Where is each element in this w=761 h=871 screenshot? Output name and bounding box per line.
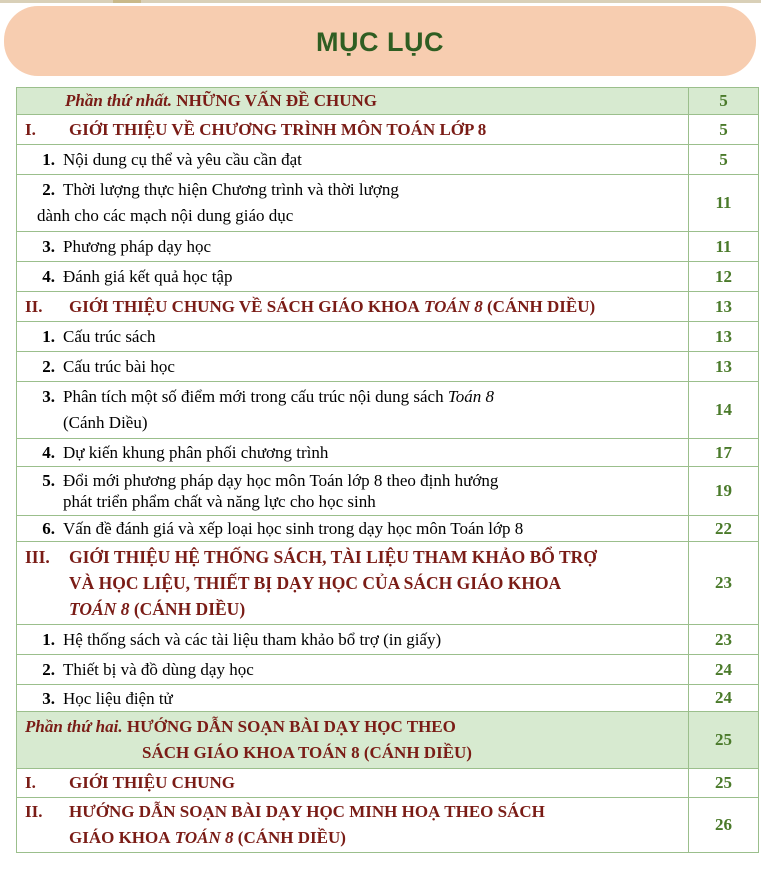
toc-row-section-2[interactable] (17, 292, 759, 322)
item-number: 1. (42, 149, 55, 169)
toc-row-item[interactable] (17, 625, 759, 655)
toc-row-section-1[interactable] (17, 115, 759, 145)
toc-row-item[interactable] (17, 467, 759, 516)
section-title: GIỚI THIỆU CHUNG VỀ SÁCH GIÁO KHOA (69, 296, 420, 316)
section-title-book: TOÁN 8 (69, 599, 130, 619)
item-number: 2. (42, 659, 55, 679)
item-number: 3. (42, 387, 55, 406)
page-number: 17 (689, 439, 759, 467)
page-number: 25 (689, 712, 759, 769)
section-number: I. (25, 773, 36, 792)
page-number: 23 (689, 542, 759, 625)
section-title-edition: (CÁNH DIỀU) (237, 828, 346, 847)
part-lead: Phần thứ nhất. (65, 91, 173, 110)
toc-row-part-2[interactable] (17, 712, 759, 769)
page-number: 24 (689, 655, 759, 685)
section-title-book: TOÁN 8 (424, 296, 483, 316)
toc-row-item[interactable] (17, 262, 759, 292)
section-number: I. (25, 119, 36, 139)
page-number: 12 (689, 262, 759, 292)
table-of-contents (16, 87, 759, 853)
item-number: 3. (42, 236, 55, 256)
part-lead: Phần thứ hai. (25, 717, 123, 736)
toc-row-item[interactable] (17, 232, 759, 262)
toc-row-item[interactable] (17, 322, 759, 352)
section-title: GIỚI THIỆU CHUNG (69, 773, 235, 792)
toc-row-item[interactable] (17, 382, 759, 439)
page-number: 13 (689, 352, 759, 382)
item-title: Phương pháp dạy học (63, 236, 212, 256)
section-title: HƯỚNG DẪN SOẠN BÀI DẠY HỌC MINH HOẠ THEO SÁCH (69, 802, 545, 821)
item-title: Học liệu điện tử (63, 688, 173, 708)
title-banner (4, 6, 756, 76)
toc-row-part-2-section-1[interactable] (17, 769, 759, 798)
item-title-continued: phát triển phẩm chất và năng lực cho học sinh (63, 492, 376, 511)
page-number: 13 (689, 322, 759, 352)
page-number: 23 (689, 625, 759, 655)
section-title-continued: GIÁO KHOA (69, 828, 171, 847)
item-title: Cấu trúc bài học (63, 356, 175, 376)
page-number: 25 (689, 769, 759, 798)
part-title-continued: SÁCH GIÁO KHOA TOÁN 8 (CÁNH DIỀU) (142, 743, 472, 762)
section-title-edition: (CÁNH DIỀU) (487, 296, 596, 316)
toc-row-item[interactable] (17, 352, 759, 382)
page-number: 24 (689, 685, 759, 712)
toc-row-item[interactable] (17, 516, 759, 542)
item-number: 2. (42, 180, 55, 199)
item-title: Đổi mới phương pháp dạy học môn Toán lớp 8 theo định hướng (63, 471, 499, 490)
section-title-book: TOÁN 8 (174, 828, 234, 847)
page-number: 5 (689, 115, 759, 145)
page-number: 19 (689, 467, 759, 516)
item-title: Nội dung cụ thể và yêu cầu cần đạt (63, 149, 302, 169)
page-number: 5 (689, 145, 759, 175)
item-title: Hệ thống sách và các tài liệu tham khảo bổ trợ (in giấy) (63, 629, 442, 649)
item-number: 3. (42, 688, 55, 708)
item-title: Cấu trúc sách (63, 326, 156, 346)
toc-row-item[interactable] (17, 439, 759, 467)
page-title: MỤC LỤC (316, 27, 444, 57)
item-title: Đánh giá kết quả học tập (63, 266, 233, 286)
toc-row-part-1[interactable] (17, 88, 759, 115)
page-number: 5 (689, 88, 759, 115)
item-number: 2. (42, 356, 55, 376)
item-title-continued: (Cánh Diều) (63, 413, 148, 432)
page-number: 11 (689, 175, 759, 232)
toc-row-part-2-section-2[interactable] (17, 798, 759, 853)
page-number: 22 (689, 516, 759, 542)
item-number: 4. (42, 266, 55, 286)
section-title-edition: (CÁNH DIỀU) (133, 599, 246, 619)
section-number: II. (25, 296, 43, 316)
section-number: II. (25, 802, 43, 821)
item-title: Phân tích một số điểm mới trong cấu trúc nội dung sách (63, 387, 444, 406)
toc-row-item[interactable] (17, 175, 759, 232)
item-number: 1. (42, 629, 55, 649)
section-title: GIỚI THIỆU HỆ THỐNG SÁCH, TÀI LIỆU THAM KHẢO BỔ TRỢ (69, 547, 597, 567)
section-number: III. (25, 547, 50, 567)
item-title: Dự kiến khung phân phối chương trình (63, 442, 329, 462)
section-title-continued: VÀ HỌC LIỆU, THIẾT BỊ DẠY HỌC CỦA SÁCH GIÁO KHOA (69, 573, 562, 593)
item-number: 4. (42, 442, 55, 462)
item-title: Vấn đề đánh giá và xếp loại học sinh trong dạy học môn Toán lớp 8 (63, 518, 524, 538)
item-number: 6. (42, 518, 55, 538)
item-number: 1. (42, 326, 55, 346)
item-title-continued: dành cho các mạch nội dung giáo dục (37, 206, 294, 225)
page-number: 11 (689, 232, 759, 262)
toc-row-item[interactable] (17, 685, 759, 712)
section-title: GIỚI THIỆU VỀ CHƯƠNG TRÌNH MÔN TOÁN LỚP 8 (69, 119, 487, 139)
top-rule-mark (113, 0, 141, 3)
item-title: Thiết bị và đồ dùng dạy học (63, 659, 254, 679)
toc-row-item[interactable] (17, 145, 759, 175)
page-number: 14 (689, 382, 759, 439)
toc-row-section-3[interactable] (17, 542, 759, 625)
page-number: 26 (689, 798, 759, 853)
part-title: HƯỚNG DẪN SOẠN BÀI DẠY HỌC THEO (126, 717, 456, 736)
page-number: 13 (689, 292, 759, 322)
item-title: Thời lượng thực hiện Chương trình và thời lượng (63, 180, 399, 199)
item-number: 5. (42, 471, 55, 490)
part-title: NHỮNG VẤN ĐỀ CHUNG (176, 91, 377, 110)
toc-row-item[interactable] (17, 655, 759, 685)
item-title-book: Toán 8 (447, 387, 494, 406)
